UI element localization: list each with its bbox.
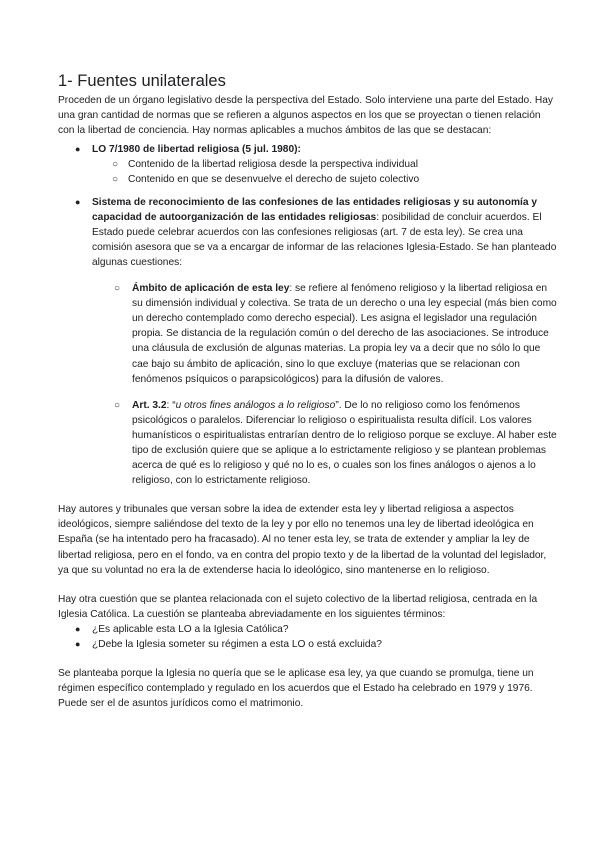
item-title: LO 7/1980 de libertad religiosa (5 jul. 1980): [92,144,301,156]
sub-item-title: Ámbito de aplicación de esta ley [132,283,290,295]
sub-item-ambito: ○ Ámbito de aplicación de esta ley: se refiere al fenómeno religioso y la libertad religiosa en su dimensión individual y colectiva. Se trata de un derecho o una ley especial (más bien como un derecho contemplado como derecho especial). Les asigna el legislador una regulación propia. Se distancia de la regulación común o del derecho de las asociaciones. Se introduce una cláusula de exclusión de algunas materias. La propia ley va a decir que no sólo lo que cae bajo su ámbito de aplicación, sino lo que excluye (materias que se relacionan con fenómenos psíquicos o parapsicológicos) para la difusión de valores. [114,283,557,385]
paragraph-autores: Hay autores y tribunales que versan sobre la idea de extender esta ley y libertad religiosa a aspectos ideológicos, siempre saliéndose del texto de la ley y por ello no tenemos una ley de libertad ideológica en España (se ha intentado pero ha fracasado). Al no tener esta ley, se trata de extender y ampliar la ley de libertad religiosa, pero en el fondo, va en contra del propio texto y de la libertad de la voluntad del legislador, ya que su voluntad no era la de extenderse hacia lo ideológico, sino mantenerse en lo religioso. [58,504,547,576]
questions-list [58,622,558,652]
hollow-bullet-icon: ○ [112,174,119,186]
filled-bullet-icon: ● [75,639,81,649]
intro-paragraph: Proceden de un órgano legislativo desde la perspectiva del Estado. Solo interviene una parte del Estado. Hay una gran cantidad de normas que se refieren a algunos aspectos en los que se proyectan o tienen relación con la libertad de conciencia. Hay normas aplicables a muchos ámbitos de las que se destacan: [58,95,553,137]
filled-bullet-icon: ● [75,623,81,634]
list-item-question: ● ¿Es aplicable esta LO a la Iglesia Católica? [58,622,558,637]
document-page [58,71,558,711]
hollow-bullet-icon: ○ [114,399,121,411]
filled-bullet-icon: ● [75,144,81,155]
filled-bullet-icon: ● [75,196,81,207]
item-title: Sistema de reconocimiento de las confesiones de las entidades religiosas y su autonomía y capacidad de autoorganización de las entidades religiosas [92,196,538,223]
hollow-bullet-icon: ○ [114,283,121,295]
section-heading: 1- Fuentes unilaterales [58,72,226,90]
list-item-lo-7-1980 [58,142,558,157]
paragraph-otra-cuestion: Hay otra cuestión que se plantea relacionada con el sujeto colectivo de la libertad religiosa, centrada en la Iglesia Católica. La cuestión se planteaba abreviadamente en los siguientes términos: [58,593,538,620]
main-list [58,142,558,488]
hollow-bullet-icon: ○ [112,159,119,171]
list-item-sistema-reconocimiento [58,195,558,270]
quoted-text: u otros fines análogos a lo religioso [175,399,336,411]
list-item-question: ● ¿Debe la Iglesia someter su régimen a esta LO o está excluida? [58,637,558,652]
sub-item: ○ Contenido en que se desenvuelve el derecho de sujeto colectivo [58,172,558,187]
sub-item: ○ Contenido de la libertad religiosa desde la perspectiva individual [58,157,558,172]
paragraph-se-planteaba: Se planteaba porque la Iglesia no quería que se le aplicase esa ley, ya que cuando se promulga, tiene un régimen específico contemplado y regulado en los acuerdos que el Estado ha celebrado en 1979 y 1976. Puede ser el de asuntos jurídicos como el matrimonio. [58,668,534,710]
sub-item-art-3-2: ○ Art. 3.2: “u otros fines análogos a lo religioso”. De lo no religioso como los fenómenos psicológicos o paralelos. Diferenciar lo religioso o espiritualista resulta difícil. Los valores humanísticos o espiritualistas entrarían dentro de lo religioso porque se excluye. Al haber este tipo de exclusión quiere que se aplique a lo estrictamente religioso y se plantean problemas acerca de qué es lo religioso y qué no lo es, o cuales son los fines análogos o ajenos a lo religioso, con lo estrictamente religioso. [114,399,557,487]
item-text: : posibilidad de concluir acuerdos. El Estado puede celebrar acuerdos con las confesiones religiosas (art. 7 de esta ley). Se crea una comisión asesora que se va a encargar de informar de las relaciones Iglesia-Estado. Se han planteado algunas cuestiones: [92,211,557,268]
sub-item-title: Art. 3.2 [132,399,167,411]
